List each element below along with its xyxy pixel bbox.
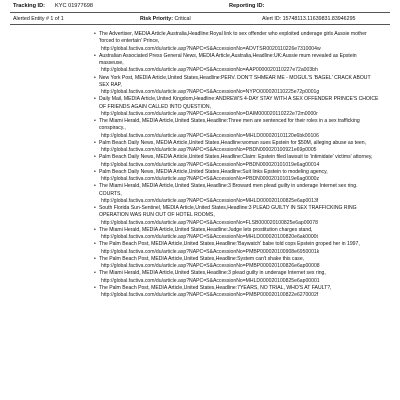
article-headline: • South Florida Sun-Sentinel, MEDIA Article,United States,Headline:3 PLEAD GUILTY IN SEX TRAFFICKING RING OPERATION WAS RUN OUT OF HOTEL ROOMS,: [99, 205, 357, 219]
article-link[interactable]: http://global.factiva.com/du/article.asp?NAPC=S&AccessionNo=PBDN000020100921e69p0005: [101, 147, 317, 153]
list-item: [94, 227, 380, 242]
article-link[interactable]: http://global.factiva.com/du/article.asp?NAPC=S&AccessionNo=ADVTSR0020110226e7310004w: [101, 45, 321, 52]
alert-id: Alert ID: 15748113.11639831.83946295: [262, 16, 356, 22]
list-item: [94, 256, 380, 271]
article-headline: • Australian Associated Press General News, MEDIA Article,Australia,Headline:UK:Aussie mum revealed as Epstein masseuse,: [99, 52, 357, 66]
article-headline: • The Miami Herald, MEDIA Article,United States,Headline:Three men are sentenced for their roles in a sex trafficking conspiracy.,: [99, 118, 360, 132]
list-item: [94, 285, 380, 300]
media-article-list: [94, 31, 380, 299]
summary-divider: [10, 24, 390, 25]
article-headline: • The Palm Beach Post, MEDIA Article,United States,Headline:'Baywatch' babe told cops Epstein groped her in 1997,: [99, 241, 360, 248]
list-item: [94, 169, 380, 184]
tracking-id-label: Tracking ID:: [13, 3, 46, 9]
list-item: [94, 241, 380, 256]
list-item: [94, 140, 380, 155]
article-link[interactable]: http://global.factiva.com/du/article.asp?NAPC=S&AccessionNo=MHLD000020100825e6ap0013f: [101, 197, 319, 204]
article-link[interactable]: http://global.factiva.com/du/article.asp?NAPC=S&AccessionNo=MHLD000020100825e6ap00001: [101, 277, 320, 284]
tracking-id: [13, 3, 93, 9]
article-link[interactable]: http://global.factiva.com/du/article.asp?NAPC=S&AccessionNo=FLSB000020100825e6ap00078: [101, 219, 318, 226]
alerted-entity: Alerted Entity # 1 of 1: [13, 16, 64, 22]
article-headline: • Palm Beach Daily News, MEDIA Article,United States,Headline:woman sues Epstein for $50M, alleging abuse as teen,: [99, 139, 366, 146]
list-item: [94, 183, 380, 205]
article-headline: • Daily Mail, MEDIA Article,United Kingdom,Headline:ANDREW'S 4-DAY STAY WITH A SEX OFFENDER PRINCE'S CHOICE OF FRIENDS AGAIN CALLED INTO QUESTION,: [99, 96, 379, 110]
article-link[interactable]: http://global.factiva.com/du/article.asp?NAPC=S&AccessionNo=PMBP000020100908e6950001k: [101, 248, 320, 255]
list-item: [94, 31, 380, 53]
article-headline: • New York Post, MEDIA Article,United States,Headline:PERV. DON'T SHMEAR ME - MOGUL'S 'BAGEL' CRACK ABOUT SEX RAP,: [99, 74, 371, 88]
article-link[interactable]: http://global.factiva.com/du/article.asp?NAPC=S&AccessionNo=MHLD000020101120e6bk00106: [101, 132, 319, 139]
reporting-id-label: Reporting ID:: [229, 3, 265, 9]
list-item: [94, 270, 380, 285]
alert-summary-row: [0, 14, 400, 23]
list-item: [94, 53, 380, 75]
header-divider: [10, 12, 390, 13]
list-item: [94, 75, 380, 97]
article-headline: • Palm Beach Daily News, MEDIA Article,United States,Headline:Claim: Epstein filed lawsuit to 'intimidate' victims' attorney,: [99, 154, 373, 161]
list-item: [94, 154, 380, 169]
article-headline: • The Miami Herald, MEDIA Article,United States,Headline:Judge lets prostitution charges stand,: [99, 226, 313, 233]
list-item: [94, 205, 380, 227]
risk-priority-value: Critical: [174, 16, 191, 22]
article-link[interactable]: http://global.factiva.com/du/article.asp?NAPC=S&AccessionNo=PBDN000020101019e6ag0000z: [101, 176, 320, 182]
article-link[interactable]: http://global.factiva.com/du/article.asp?NAPC=S&AccessionNo=PMBP000020100826e6ap00008: [101, 263, 320, 269]
article-headline: • The Miami Herald, MEDIA Article,United States,Headline:3 plead guilty in underage Internet sex ring,: [99, 270, 326, 277]
document-header: [0, 0, 400, 12]
reporting-id: [229, 3, 264, 9]
article-headline: • The Palm Beach Post, MEDIA Article,United States,Headline:7YEARS, NO TRIAL, WHO'S AT FAULT?,: [99, 284, 332, 291]
article-link[interactable]: http://global.factiva.com/du/article.asp?NAPC=S&AccessionNo=NYPO000020110225e72p0001g: [101, 89, 320, 95]
article-link[interactable]: http://global.factiva.com/du/article.asp?NAPC=S&AccessionNo=PBDN000020101019e6ag00014: [101, 161, 320, 168]
article-link[interactable]: http://global.factiva.com/du/article.asp?NAPC=S&AccessionNo=AAP0000020110227e72a003bh: [101, 67, 318, 74]
article-link[interactable]: http://global.factiva.com/du/article.asp?NAPC=S&AccessionNo=MHLD000020100820e6ak0000t: [101, 234, 318, 240]
article-headline: • The Miami Herald, MEDIA Article,United States,Headline:3 Broward men plead guilty in underage Internet sex ring. COURTS,: [99, 183, 358, 197]
tracking-id-value: KYC 01977698: [55, 3, 93, 9]
risk-priority-label: Risk Priority:: [140, 16, 173, 22]
list-item: [94, 96, 380, 118]
risk-priority: [140, 16, 191, 22]
article-headline: • The Advertiser, MEDIA Article,Australia,Headline:Royal link to sex offender who exploited underage girls Aussie mother 'forced to entertain' Prince,: [99, 31, 367, 45]
article-headline: • The Palm Beach Post, MEDIA Article,United States,Headline:System can't shake this case,: [99, 255, 305, 262]
article-headline: • Palm Beach Daily News, MEDIA Article,United States,Headline:Suit links Epstein to modeling agency,: [99, 168, 328, 175]
article-link[interactable]: http://global.factiva.com/du/article.asp?NAPC=S&AccessionNo=PMBP000020100822e6270002f: [101, 292, 319, 298]
article-link[interactable]: http://global.factiva.com/du/article.asp?NAPC=S&AccessionNo=DAIM000020110222e72m0000r: [101, 110, 318, 117]
list-item: [94, 118, 380, 140]
